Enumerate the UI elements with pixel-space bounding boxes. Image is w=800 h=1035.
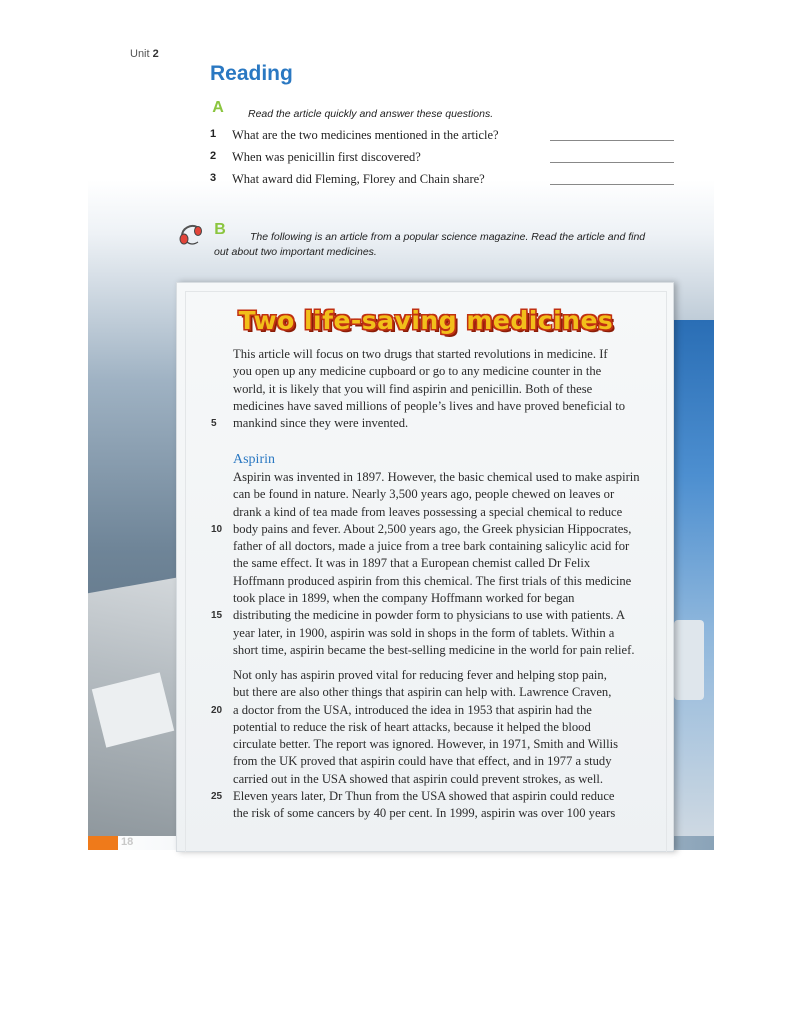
- intro-paragraph: [211, 346, 653, 432]
- line-text: circulate better. The report was ignored. However, in 1971, Smith and Willis: [233, 737, 618, 752]
- line-text: from the UK proved that aspirin could have that effect, and in 1977 a study: [233, 754, 612, 769]
- aspirin-subheading: Aspirin: [233, 452, 275, 467]
- question-text: When was penicillin first discovered?: [232, 150, 421, 164]
- line-text: This article will focus on two drugs that started revolutions in medicine. If: [233, 347, 608, 361]
- part-b-instruction: The following is an article from a popular science magazine. Read the article and find: [250, 231, 646, 243]
- question-text: What are the two medicines mentioned in the article?: [232, 128, 499, 142]
- unit-label: [130, 48, 159, 60]
- line-number: 10: [211, 523, 223, 535]
- unit-label-text: Unit: [130, 48, 150, 60]
- line-text: drank a kind of tea made from leaves possessing a special chemical to reduce: [233, 504, 623, 519]
- line-text: carried out in the USA showed that aspirin could prevent strokes, as well.: [233, 771, 604, 786]
- line-text: father of all doctors, made a juice from a tree bark containing salicylic acid for: [233, 539, 630, 554]
- question-text: What award did Fleming, Florey and Chain share?: [232, 172, 485, 186]
- question-number: 3: [210, 172, 217, 184]
- article-line: [233, 398, 653, 415]
- section-title: Reading: [210, 62, 293, 85]
- article-title: Two life-saving medicines: [238, 306, 614, 335]
- line-text: can be found in nature. Nearly 3,500 years ago, people chewed on leaves or: [233, 487, 615, 502]
- line-text: potential to reduce the risk of heart attacks, because it helped the blood: [233, 719, 591, 734]
- article-line: [233, 469, 653, 486]
- headphones-icon[interactable]: [178, 222, 204, 246]
- article-line: [211, 521, 653, 538]
- line-text: mankind since they were invented.: [233, 416, 409, 431]
- aspirin-benefits-paragraph: [211, 667, 653, 823]
- question-number: 2: [210, 150, 217, 162]
- article-line: [211, 415, 653, 432]
- article-line: [233, 504, 653, 521]
- article-line: [233, 736, 653, 753]
- article-line: [233, 573, 653, 590]
- line-text: Not only has aspirin proved vital for reducing fever and helping stop pain,: [233, 668, 607, 682]
- line-text: you open up any medicine cupboard or go to any medicine counter in the: [233, 364, 602, 379]
- line-number: 15: [211, 610, 223, 622]
- line-number: 20: [211, 704, 223, 716]
- line-text: a doctor from the USA, introduced the idea in 1953 that aspirin had the: [233, 702, 592, 717]
- article-line: [233, 590, 653, 607]
- line-text: year later, in 1900, aspirin was sold in shops in the form of tablets. Within a: [233, 625, 615, 640]
- article-line: [233, 486, 653, 503]
- article-line: [233, 684, 653, 701]
- article-line: [233, 538, 653, 555]
- part-b-instruction-cont: out about two important medicines.: [214, 246, 377, 258]
- page-number: 18: [121, 836, 134, 848]
- line-text: Eleven years later, Dr Thun from the USA showed that aspirin could reduce: [233, 789, 615, 804]
- answer-line-1[interactable]: [550, 140, 674, 141]
- article-panel: [176, 282, 674, 852]
- article-line: [233, 667, 653, 684]
- article-line: [233, 381, 653, 398]
- question-number: 1: [210, 128, 217, 140]
- article-frame: [185, 291, 667, 852]
- line-text: the same effect. It was in 1897 that a European chemist called Dr Felix: [233, 556, 591, 571]
- article-line: [233, 719, 653, 736]
- article-line: [211, 702, 653, 719]
- line-text: medicines have saved millions of people’s lives and have proved beneficial to: [233, 398, 626, 413]
- part-b-badge: B: [214, 221, 226, 238]
- article-line: [233, 753, 653, 770]
- unit-number: 2: [152, 48, 159, 60]
- line-text: but there are also other things that aspirin can help with. Lawrence Craven,: [233, 685, 612, 700]
- article-line: [211, 607, 653, 624]
- part-a-badge: A: [212, 99, 224, 116]
- line-text: distributing the medicine in powder form to physicians to use with patients. A: [233, 608, 626, 623]
- line-text: short time, aspirin became the best-selling medicine in the world for pain relief.: [233, 642, 635, 657]
- page-tab: [88, 836, 118, 850]
- aspirin-paragraph: [211, 469, 653, 659]
- article-line: [233, 346, 653, 363]
- line-number: 5: [211, 418, 217, 430]
- line-text: the risk of some cancers by 40 per cent. In 1999, aspirin was over 100 years: [233, 806, 616, 821]
- article-line: [233, 642, 653, 659]
- line-text: world, it is likely that you will find aspirin and penicillin. Both of these: [233, 381, 593, 396]
- line-text: body pains and fever. About 2,500 years ago, the Greek physician Hippocrates,: [233, 521, 632, 536]
- line-text: Aspirin was invented in 1897. However, the basic chemical used to make aspirin: [233, 470, 640, 484]
- line-text: Hoffmann produced aspirin from this chemical. The first trials of this medicine: [233, 573, 632, 588]
- line-text: took place in 1899, when the company Hoffmann worked for began: [233, 591, 575, 606]
- article-line: [233, 771, 653, 788]
- part-a-instruction: Read the article quickly and answer these questions.: [248, 108, 494, 120]
- article-line: [211, 788, 653, 805]
- article-line: [233, 555, 653, 572]
- line-number: 25: [211, 791, 223, 803]
- answer-line-3[interactable]: [550, 184, 674, 185]
- article-line: [233, 363, 653, 380]
- article-line: [233, 625, 653, 642]
- lab-bottle-shape: [674, 620, 704, 700]
- answer-line-2[interactable]: [550, 162, 674, 163]
- article-line: [233, 805, 653, 822]
